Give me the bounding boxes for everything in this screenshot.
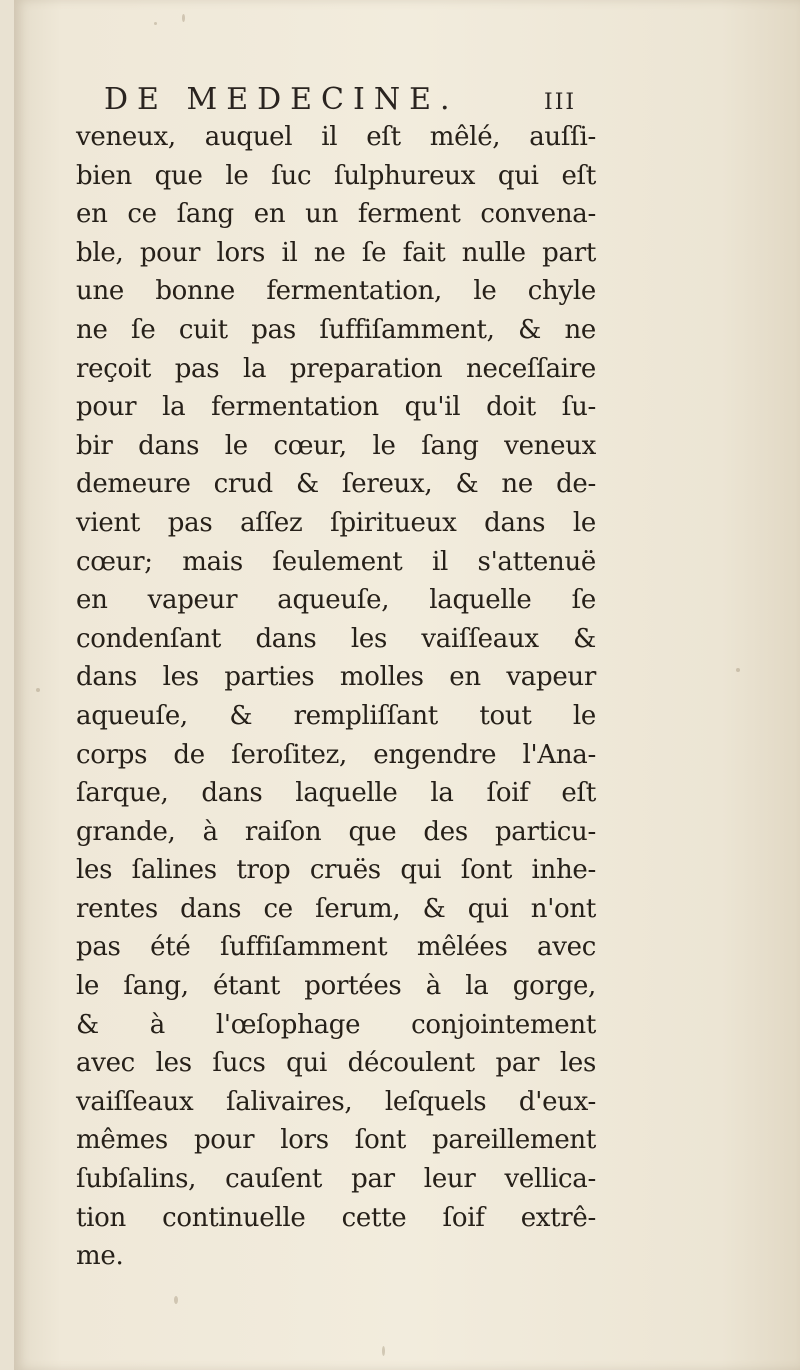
text-line: ne ſe cuit pas ſuffiſamment, & ne — [76, 314, 596, 345]
paper-speck — [154, 22, 157, 25]
text-line: reçoit pas la preparation neceſſaire — [76, 353, 596, 384]
text-line: bir dans le cœur, le ſang veneux — [76, 430, 596, 461]
paper-speck — [174, 1296, 178, 1304]
text-line: en vapeur aqueuſe, laquelle ſe — [76, 585, 596, 616]
text-line: pour la fermentation qu'il doit ſu- — [76, 392, 596, 423]
text-line: condenſant dans les vaiſſeaux & — [76, 623, 596, 654]
text-line: ble, pour lors il ne ſe fait nulle part — [76, 237, 596, 268]
text-line: bien que le ſuc ſulphureux qui eſt — [76, 160, 596, 191]
text-line: avec les ſucs qui découlent par les — [76, 1048, 596, 1079]
text-line: aqueuſe, & rempliſſant tout le — [76, 700, 596, 731]
paper-speck — [182, 14, 185, 22]
text-line: vient pas aſſez ſpiritueux dans le — [76, 507, 596, 538]
text-line: ſubſalins, cauſent par leur vellica- — [76, 1164, 596, 1195]
text-line: veneux, auquel il eſt mêlé, auſſi- — [76, 122, 596, 152]
text-line: tion continuelle cette ſoif extrê- — [76, 1202, 596, 1233]
paper-speck — [36, 688, 40, 692]
running-title: DE MEDECINE. — [104, 82, 459, 117]
book-page — [14, 0, 800, 1370]
paper-speck — [382, 1346, 385, 1356]
text-line: ſarque, dans laquelle la ſoif eſt — [76, 778, 596, 809]
text-line: rentes dans ce ſerum, & qui n'ont — [76, 893, 596, 924]
page-number: III — [544, 90, 577, 115]
page-header — [104, 82, 584, 122]
text-line: les ſalines trop cruës qui ſont inhe- — [76, 855, 596, 886]
text-line: le ſang, étant portées à la gorge, — [76, 971, 596, 1002]
text-line: grande, à raiſon que des particu- — [76, 816, 596, 847]
paper-speck — [736, 668, 740, 672]
text-line: en ce ſang en un ferment convena- — [76, 199, 596, 230]
text-line: une bonne fermentation, le chyle — [76, 276, 596, 307]
text-line: cœur; mais ſeulement il s'attenuë — [76, 546, 596, 577]
body-text — [76, 118, 596, 1276]
text-line: & à l'œſophage conjointement — [76, 1009, 596, 1040]
text-line: mêmes pour lors ſont pareillement — [76, 1125, 596, 1156]
text-line: corps de ſeroſitez, engendre l'Ana- — [76, 739, 596, 770]
text-line: me. — [76, 1241, 124, 1272]
text-line: dans les parties molles en vapeur — [76, 662, 596, 693]
text-line: demeure crud & ſereux, & ne de- — [76, 469, 596, 500]
text-line: pas été ſuffiſamment mêlées avec — [76, 932, 596, 963]
text-line: vaiſſeaux ſalivaires, leſquels d'eux- — [76, 1086, 596, 1117]
